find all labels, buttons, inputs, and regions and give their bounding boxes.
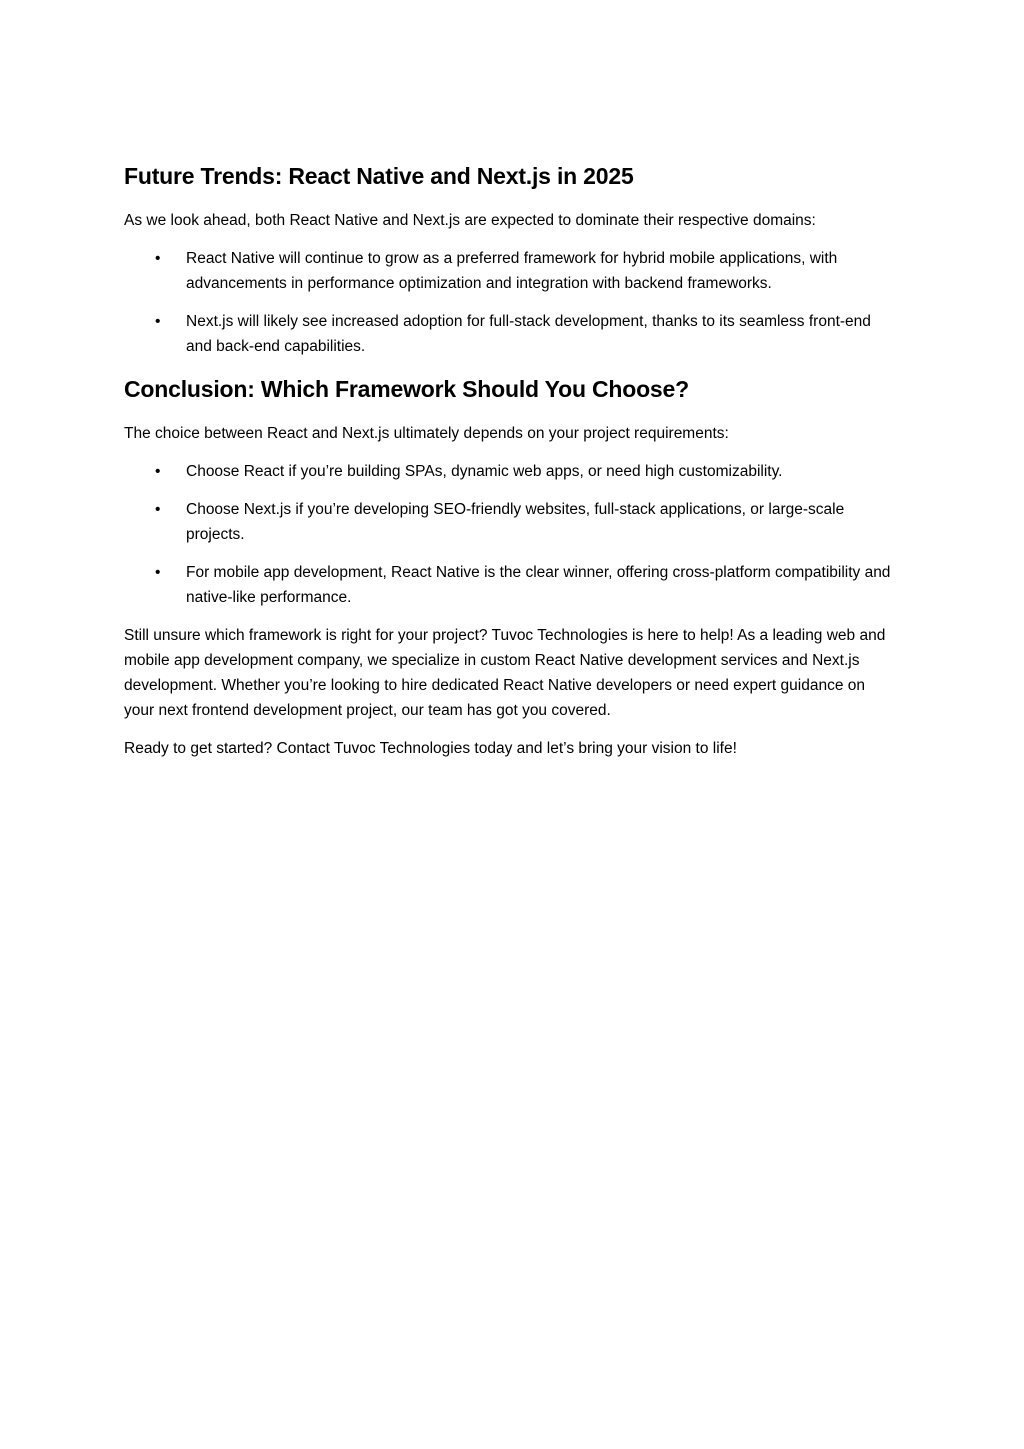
list-item-text: Next.js will likely see increased adoption for full-stack development, thanks to its seamless front-end and back-end capabilities. <box>186 313 871 355</box>
document-page <box>124 160 894 774</box>
list-item <box>124 560 894 610</box>
bullet-icon: • <box>155 463 161 480</box>
future-trends-list <box>124 246 894 359</box>
bullet-icon: • <box>155 501 161 518</box>
bullet-icon: • <box>155 313 161 330</box>
conclusion-intro: The choice between React and Next.js ultimately depends on your project requirements: <box>124 425 729 442</box>
future-trends-heading: Future Trends: React Native and Next.js in 2025 <box>124 163 634 189</box>
list-item-text: React Native will continue to grow as a preferred framework for hybrid mobile applications, with advancements in performance optimization and integration with backend frameworks. <box>186 250 838 292</box>
conclusion-list <box>124 459 894 610</box>
list-item-text: For mobile app development, React Native is the clear winner, offering cross-platform compatibility and native-like performance. <box>186 564 891 606</box>
list-item-text: Choose Next.js if you’re developing SEO-friendly websites, full-stack applications, or large-scale projects. <box>186 501 845 543</box>
bullet-icon: • <box>155 250 161 267</box>
call-to-action-paragraph: Ready to get started? Contact Tuvoc Technologies today and let’s bring your vision to life! <box>124 740 737 757</box>
bullet-icon: • <box>155 564 161 581</box>
list-item-text: Choose React if you’re building SPAs, dynamic web apps, or need high customizability. <box>186 463 783 480</box>
list-item <box>124 246 894 296</box>
list-item <box>124 309 894 359</box>
list-item <box>124 459 894 484</box>
future-trends-intro: As we look ahead, both React Native and Next.js are expected to dominate their respective domains: <box>124 212 816 229</box>
list-item <box>124 497 894 547</box>
conclusion-paragraph: Still unsure which framework is right for your project? Tuvoc Technologies is here to help! As a leading web and mobile app development company, we specialize in custom React Native development services and Next.js development. Whether you’re looking to hire dedicated React Native developers or need expert guidance on your next frontend development project, our team has got you covered. <box>124 627 886 719</box>
conclusion-heading: Conclusion: Which Framework Should You Choose? <box>124 376 689 402</box>
